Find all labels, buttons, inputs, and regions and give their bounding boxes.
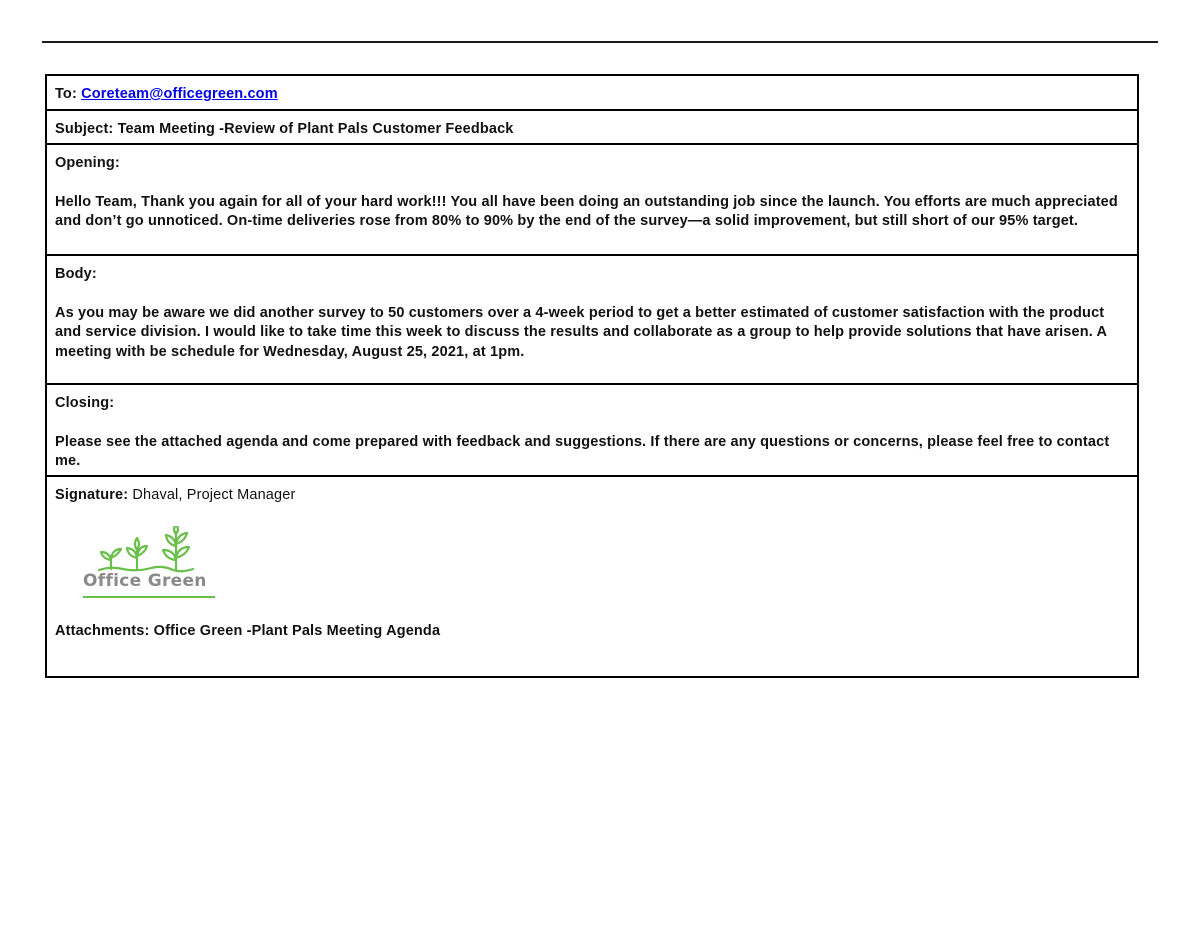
signature-label: Signature: [55,487,129,503]
logo-wordmark: Office Green [83,570,207,591]
email-table [45,74,1139,678]
attachments-label: Attachments: [55,622,150,639]
body-label: Body: [55,266,97,282]
opening-text: Hello Team, Thank you again for all of your hard work!!! You all have been doing an outstanding job since the launch. You efforts are much appreciated and don’t go unnoticed. On-time deliveries rose from 80% to 90% by the end of the survey—a solid improvement, but still short of our 95% target. [55,193,1118,229]
subject-row [47,111,1137,145]
signature-line [55,486,1129,506]
closing-text: Please see the attached agenda and come prepared with feedback and suggestions. If there are any questions or concerns, please feel free to contact me. [55,433,1110,469]
top-divider [42,41,1158,43]
to-row [47,76,1137,111]
body-text: As you may be aware we did another survey to 50 customers over a 4-week period to get a better estimated of customer satisfaction with the product and service division. I would like to take time this week to discuss the results and collaborate as a group to help provide solutions that have arisen. A meeting with be schedule for Wednesday, August 25, 2021, at 1pm. [55,304,1107,360]
sprouts-icon [81,526,217,574]
signature-text: Dhaval, Project Manager [132,487,296,503]
opening-row [47,145,1137,256]
subject-label: Subject: [55,121,114,137]
attachments-line [55,622,1129,642]
to-email-link[interactable]: Coreteam@officegreen.com [81,86,278,102]
signature-row [47,477,1137,676]
office-green-logo [81,526,217,604]
opening-label: Opening: [55,155,120,171]
subject-text: Team Meeting -Review of Plant Pals Customer Feedback [117,121,514,137]
logo-underline [83,596,215,598]
to-label: To: [55,86,77,102]
closing-label: Closing: [55,395,115,411]
body-row [47,256,1137,385]
attachments-text[interactable]: Office Green -Plant Pals Meeting Agenda [153,622,441,639]
closing-row [47,385,1137,477]
